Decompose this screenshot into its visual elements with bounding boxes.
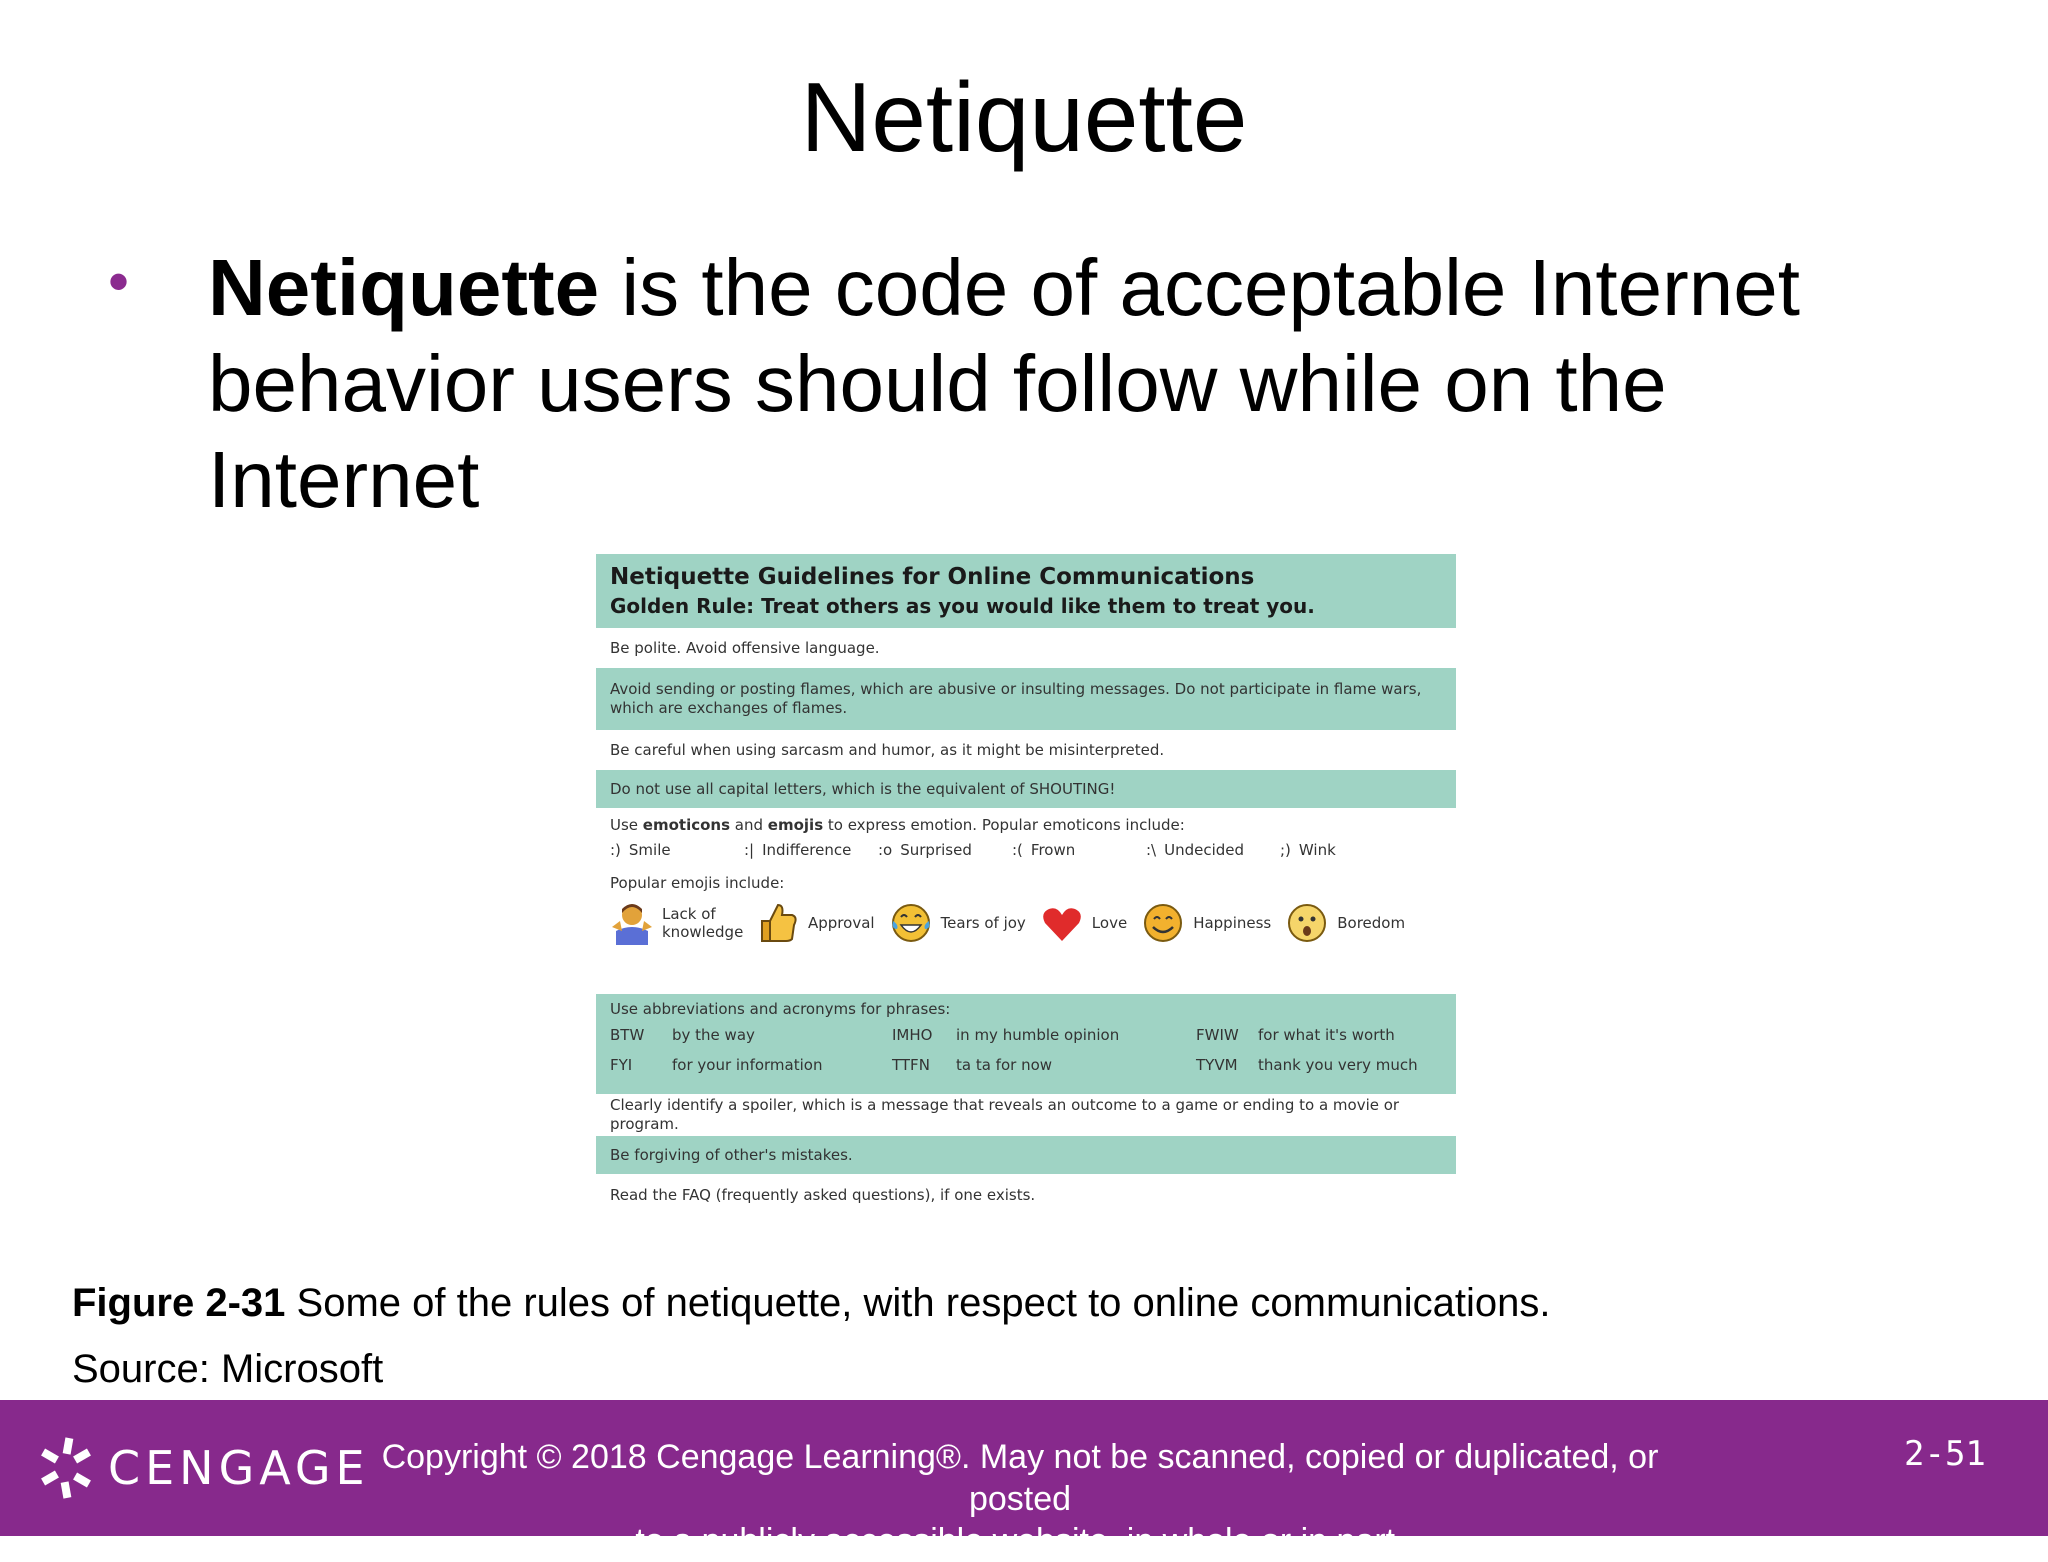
slide-title: Netiquette — [800, 62, 1248, 172]
rule-text: Do not use all capital letters, which is the equivalent of SHOUTING! — [610, 779, 1116, 798]
page-number: 2-51 — [1904, 1434, 1986, 1474]
tears-of-joy-emoji-icon — [889, 901, 933, 945]
bullet-dot: • — [108, 248, 130, 315]
emoji-item: Approval — [756, 901, 875, 945]
emoji-item: Tears of joy — [889, 901, 1026, 945]
heart-emoji-icon — [1040, 901, 1084, 945]
emoji-item: Love — [1040, 901, 1127, 945]
emoticon-item: :( Frown — [1012, 841, 1076, 859]
rule-text: Be careful when using sarcasm and humor, as it might be misinterpreted. — [610, 740, 1165, 759]
emoji-item: Boredom — [1285, 901, 1405, 945]
bullet-text — [208, 240, 1908, 528]
abbr-meaning: for what it's worth — [1258, 1026, 1395, 1044]
rule-text: Be forgiving of other's mistakes. — [610, 1145, 853, 1164]
emoji-list — [610, 901, 1442, 945]
abbr-code: TTFN — [892, 1056, 930, 1074]
figure-header — [596, 554, 1456, 628]
rule-faq — [596, 1174, 1456, 1216]
figure-source: Source: Microsoft — [72, 1347, 384, 1391]
abbr-code: BTW — [610, 1026, 645, 1044]
rule-abbreviations — [596, 994, 1456, 1094]
rule-polite — [596, 628, 1456, 668]
rule-emoticons — [596, 808, 1456, 994]
rule-flames — [596, 668, 1456, 730]
abbr-code: IMHO — [892, 1026, 933, 1044]
rule-forgive — [596, 1136, 1456, 1174]
abbr-intro: Use abbreviations and acronyms for phrases: — [610, 1000, 951, 1018]
emoticon-list — [610, 841, 1442, 860]
figure-heading: Netiquette Guidelines for Online Communications — [610, 564, 1255, 590]
cengage-logo — [40, 1436, 370, 1500]
rule-sarcasm — [596, 730, 1456, 770]
rule-text: Read the FAQ (frequently asked questions), if one exists. — [610, 1185, 1036, 1204]
rule-spoiler — [596, 1094, 1456, 1136]
abbr-meaning: ta ta for now — [956, 1056, 1053, 1074]
footer-bar — [0, 1400, 2048, 1560]
abbr-code: FYI — [610, 1056, 633, 1074]
emoticon-item: :o Surprised — [878, 841, 972, 859]
copyright-line: to a publicly accessible website, in whole or in part. — [635, 1522, 1405, 1560]
cengage-logo-icon — [40, 1436, 98, 1500]
netiquette-figure — [576, 548, 1476, 1224]
emoticon-item: :| Indifference — [744, 841, 852, 859]
copyright-notice — [370, 1436, 1670, 1562]
caption-text: Some of the rules of netiquette, with respect to online communications. — [285, 1281, 1551, 1325]
emoticon-intro: Use emoticons and emojis to express emotion. Popular emoticons include: — [610, 816, 1185, 834]
boredom-emoji-icon — [1285, 901, 1329, 945]
rule-text: Be polite. Avoid offensive language. — [610, 638, 880, 657]
rule-caps — [596, 770, 1456, 808]
emoticon-item: :) Smile — [610, 841, 671, 859]
figure-label: Figure 2-31 — [72, 1281, 286, 1325]
shrug-emoji-icon — [610, 901, 654, 945]
abbr-code: FWIW — [1196, 1026, 1239, 1044]
thumbs-up-emoji-icon — [756, 901, 800, 945]
rule-text: Clearly identify a spoiler, which is a message that reveals an outcome to a game or ending to a movie or program. — [610, 1096, 1400, 1133]
golden-rule: Golden Rule: Treat others as you would like them to treat you. — [610, 594, 1315, 618]
emoji-item: Happiness — [1141, 901, 1271, 945]
emoji-item: Lack of knowledge — [610, 901, 742, 945]
figure-table — [596, 554, 1456, 1216]
bullet-definition: is the code of acceptable Internet behavior users should follow while on the Internet — [208, 243, 1800, 524]
rule-text: Avoid sending or posting flames, which are abusive or insulting messages. Do not participate in flame wars, which are exchanges of flames. — [610, 680, 1422, 717]
bullet-term: Netiquette — [208, 243, 600, 332]
abbr-meaning: for your information — [672, 1056, 823, 1074]
smile-emoji-icon — [1141, 901, 1185, 945]
emoticon-item: :\ Undecided — [1146, 841, 1245, 859]
abbr-meaning: in my humble opinion — [956, 1026, 1120, 1044]
copyright-line: Copyright © 2018 Cengage Learning®. May not be scanned, copied or duplicated, or posted — [381, 1438, 1659, 1518]
abbr-meaning: thank you very much — [1258, 1056, 1418, 1074]
abbr-grid — [610, 1025, 1442, 1075]
abbr-code: TYVM — [1196, 1056, 1238, 1074]
figure-caption — [72, 1278, 1551, 1328]
emoji-intro: Popular emojis include: — [610, 874, 785, 892]
abbr-meaning: by the way — [672, 1026, 755, 1044]
emoticon-item: ;) Wink — [1280, 841, 1336, 859]
brand-name: CENGAGE — [108, 1441, 370, 1495]
